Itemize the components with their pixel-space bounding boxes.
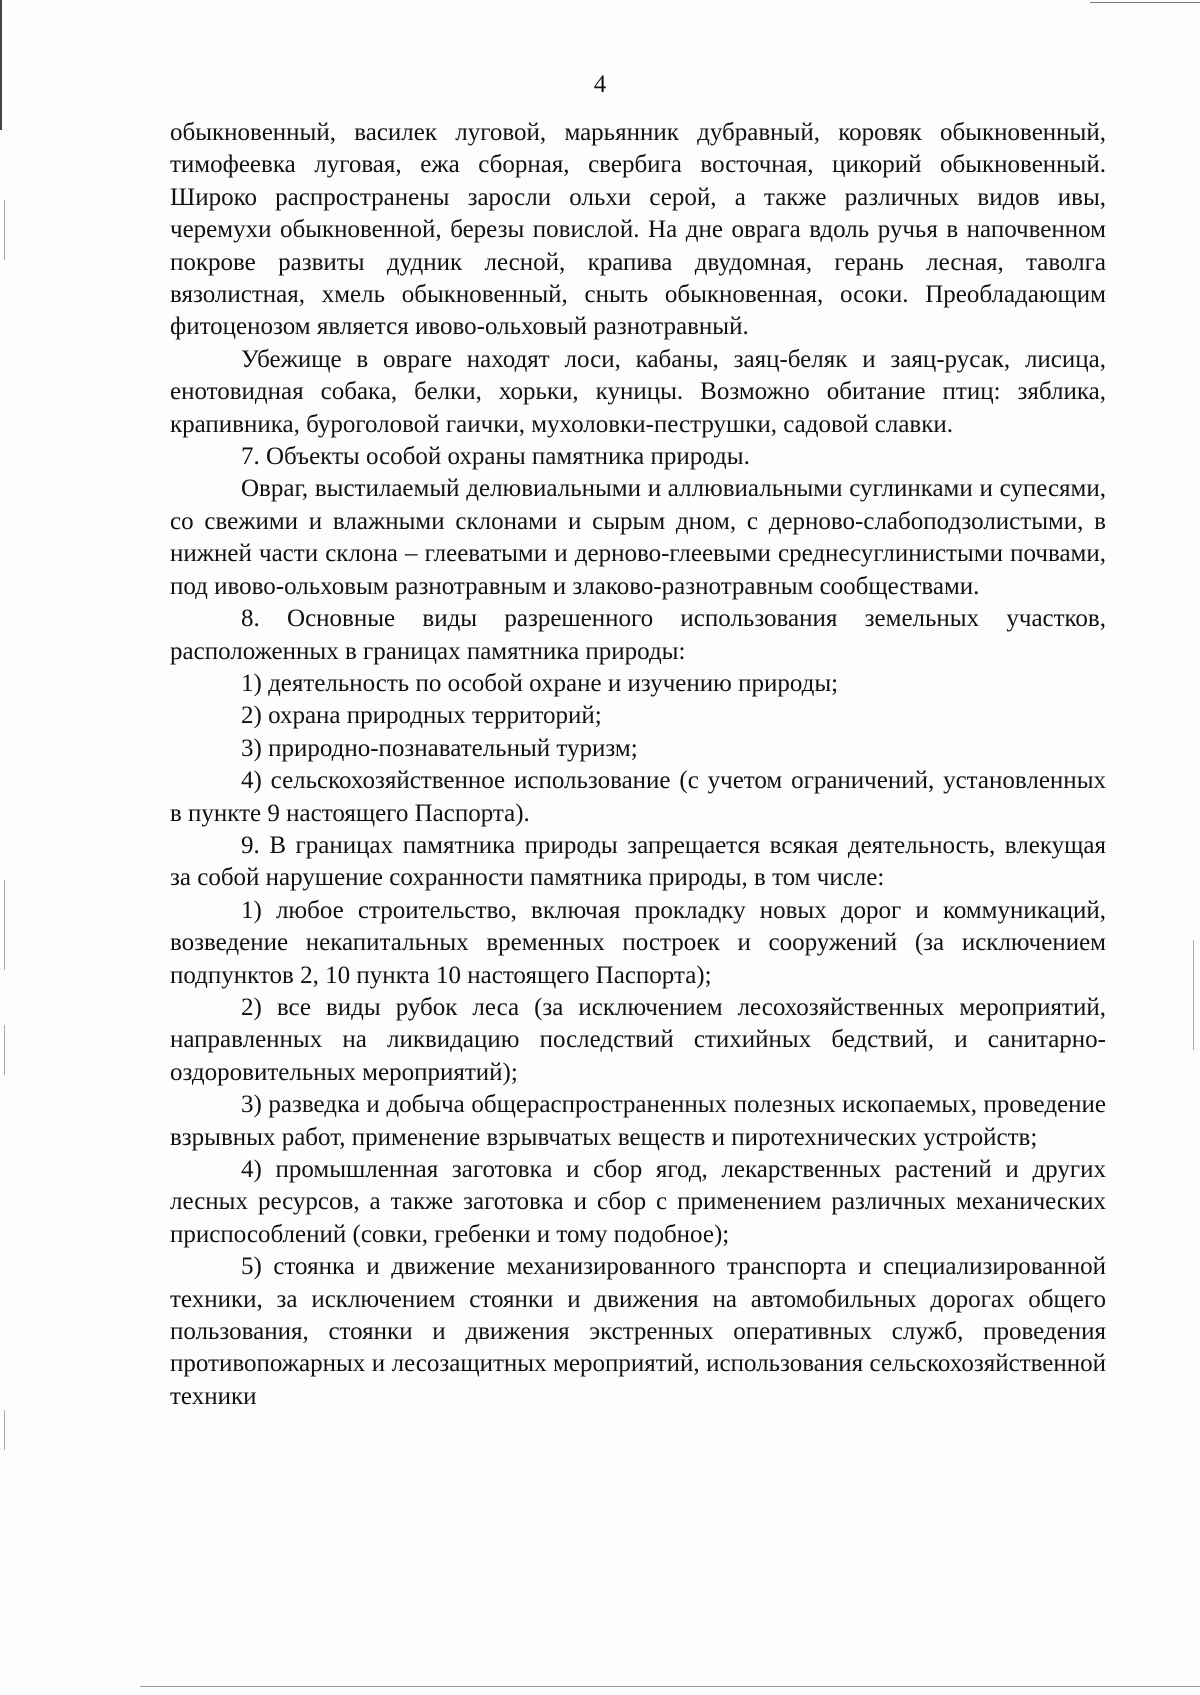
list-item: 2) охрана природных территорий; [241, 702, 602, 730]
document-body [170, 117, 1106, 1413]
section-heading: 7. Объекты особой охраны памятника природы. [241, 443, 750, 471]
scan-artifact-line [1090, 2, 1200, 3]
list-item: 2) все виды рубок леса (за исключением лесохозяйственных мероприятий, направленных на ликвидацию последствий стихийных бедствий, и санитарно-оздоровительных мероприятий); [170, 993, 1106, 1086]
section-heading: 8. Основные виды разрешенного использования земельных участков, расположенных в границах памятника природы: [170, 605, 1106, 665]
scan-artifact-mark [4, 1410, 5, 1450]
list-item: 4) сельскохозяйственное использование (с учетом ограничений, установленных в пункте 9 настоящего Паспорта). [170, 767, 1106, 827]
paragraph: Овраг, выстилаемый делювиальными и аллювиальными суглинками и супесями, со свежими и влажными склонами и сырым дном, с дерново-слабоподзолистыми, в нижней части склона – глееватыми и дерново-глеевыми среднесуглинистыми почвами, под ивово-ольховым разнотравным и злаково-разнотравным сообществами. [170, 475, 1106, 600]
scan-artifact-edge [0, 0, 2, 130]
paragraph: обыкновенный, василек луговой, марьянник дубравный, коровяк обыкновенный, тимофеевка луговая, ежа сборная, свербига восточная, цикорий обыкновенный. Широко распространены заросли ольхи серой, а также различных видов ивы, черемухи обыкновенной, березы повислой. На дне оврага вдоль ручья в напочвенном покрове развиты дудник лесной, крапива двудомная, герань лесная, таволга вязолистная, хмель обыкновенный, сныть обыкновенная, осоки. Преобладающим фитоценозом является ивово-ольховый разнотравный. [170, 119, 1106, 341]
list-item: 1) деятельность по особой охране и изучению природы; [241, 669, 839, 697]
list-item: 4) промышленная заготовка и сбор ягод, лекарственных растений и других лесных ресурсов, а также заготовка и сбор с применением различных механических приспособлений (совки, гребенки и тому подобное); [170, 1156, 1106, 1248]
page-number: 4 [593, 71, 607, 98]
list-item: 3) разведка и добыча общераспространенных полезных ископаемых, проведение взрывных работ, применение взрывчатых веществ и пиротехнических устройств; [170, 1091, 1106, 1151]
list-item: 1) любое строительство, включая прокладку новых дорог и коммуникаций, возведение некапитальных временных построек и сооружений (за исключением подпунктов 2, 10 пункта 10 настоящего Паспорта); [170, 896, 1106, 989]
list-item: 3) природно-познавательный туризм; [241, 734, 638, 762]
scan-artifact-mark [4, 880, 5, 970]
section-heading: 9. В границах памятника природы запрещается всякая деятельность, влекущая за собой нарушение сохранности памятника природы, в том числе: [170, 831, 1106, 892]
scan-artifact-mark [1193, 940, 1194, 1050]
scan-artifact-line [140, 1686, 1200, 1687]
list-item: 5) стоянка и движение механизированного транспорта и специализированной техники, за исключением стоянки и движения на автомобильных дорогах общего пользования, стоянки и движения экстренных оперативных служб, проведения противопожарных и лесозащитных мероприятий, использования сельскохозяйственной техники [170, 1253, 1106, 1410]
scan-artifact-mark [4, 200, 5, 260]
scan-artifact-mark [4, 1025, 5, 1075]
paragraph: Убежище в овраге находят лоси, кабаны, заяц-беляк и заяц-русак, лисица, енотовидная собака, белки, хорьки, куницы. Возможно обитание птиц: зяблика, крапивника, буроголовой гаички, мухоловки-пеструшки, садовой славки. [170, 345, 1106, 438]
